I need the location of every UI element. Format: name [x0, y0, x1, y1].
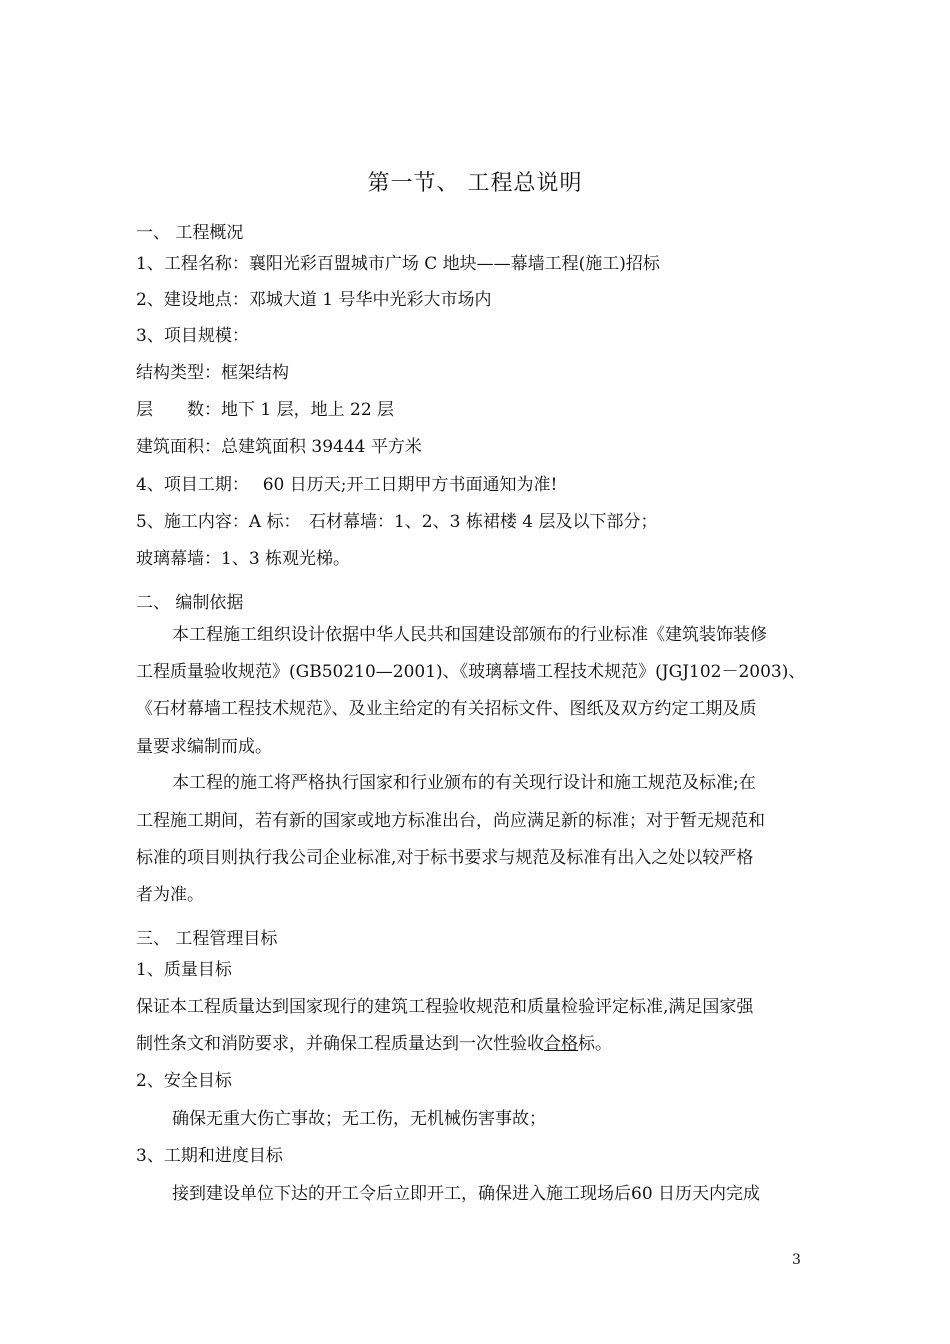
- standards-paragraph-line: 本工程的施工将严格执行国家和行业颁布的有关现行设计和施工规范及标准;在: [172, 773, 756, 793]
- project-name-line: 1、工程名称：襄阳光彩百盟城市广场 C 地块——幕墙工程(施工)招标: [136, 254, 660, 274]
- quality-goal-text: [136, 1033, 841, 1055]
- building-area-line: 建筑面积：总建筑面积 39444 平方米: [136, 437, 422, 457]
- glass-curtain-wall-line: 玻璃幕墙：1、3 栋观光梯。: [136, 549, 351, 569]
- project-scale-line: 3、项目规模：: [136, 326, 249, 346]
- section-heading-goals: 三、 工程管理目标: [136, 929, 278, 949]
- page-number: 3: [792, 1252, 801, 1268]
- floors-line: 层 数：地下 1 层，地上 22 层: [136, 400, 395, 420]
- structure-type-line: 结构类型：框架结构: [136, 363, 289, 383]
- basis-paragraph-line: 《石材幕墙工程技术规范》、及业主给定的有关招标文件、图纸及双方约定工期及质: [136, 699, 757, 719]
- quality-goal-text-part: 标。: [578, 1034, 612, 1054]
- quality-goal-text: 保证本工程质量达到国家现行的建筑工程验收规范和质量检验评定标准,满足国家强: [136, 997, 754, 1017]
- standards-paragraph-line: 标准的项目则执行我公司企业标准,对于标书要求与规范及标准有出入之处以较严格: [136, 848, 754, 868]
- qualified-underlined-text: 合格: [544, 1034, 578, 1054]
- project-duration-line: 4、项目工期： 60 日历天;开工日期甲方书面通知为准!: [136, 475, 558, 495]
- safety-goal-heading: 2、安全目标: [136, 1071, 232, 1091]
- construction-content-line: 5、施工内容：A 标： 石材幕墙：1、2、3 栋裙楼 4 层及以下部分；: [136, 512, 658, 532]
- basis-paragraph-line: 本工程施工组织设计依据中华人民共和国建设部颁布的行业标准《建筑装饰装修: [172, 625, 767, 645]
- schedule-goal-heading: 3、工期和进度目标: [136, 1146, 283, 1166]
- standards-paragraph-line: 者为准。: [136, 885, 204, 905]
- basis-paragraph-line: 工程质量验收规范》(GB50210—2001)、《玻璃幕墙工程技术规范》(JGJ102－2003)、: [136, 662, 806, 682]
- page-title: 第一节、 工程总说明: [367, 171, 583, 196]
- section-heading-basis: 二、 编制依据: [136, 593, 244, 613]
- quality-goal-text-part: 制性条文和消防要求，并确保工程质量达到一次性验收: [136, 1034, 544, 1054]
- schedule-goal-text: 接到建设单位下达的开工令后立即开工，确保进入施工现场后60 日历天内完成: [172, 1184, 761, 1204]
- standards-paragraph-line: 工程施工期间，若有新的国家或地方标准出台，尚应满足新的标准；对于暂无规范和: [136, 811, 765, 831]
- quality-goal-heading: 1、质量目标: [136, 960, 232, 980]
- safety-goal-text: 确保无重大伤亡事故；无工伤，无机械伤害事故；: [172, 1109, 546, 1129]
- section-heading-overview: 一、 工程概况: [136, 223, 244, 243]
- project-location-line: 2、建设地点：邓城大道 1 号华中光彩大市场内: [136, 290, 492, 310]
- basis-paragraph-line: 量要求编制而成。: [136, 737, 272, 757]
